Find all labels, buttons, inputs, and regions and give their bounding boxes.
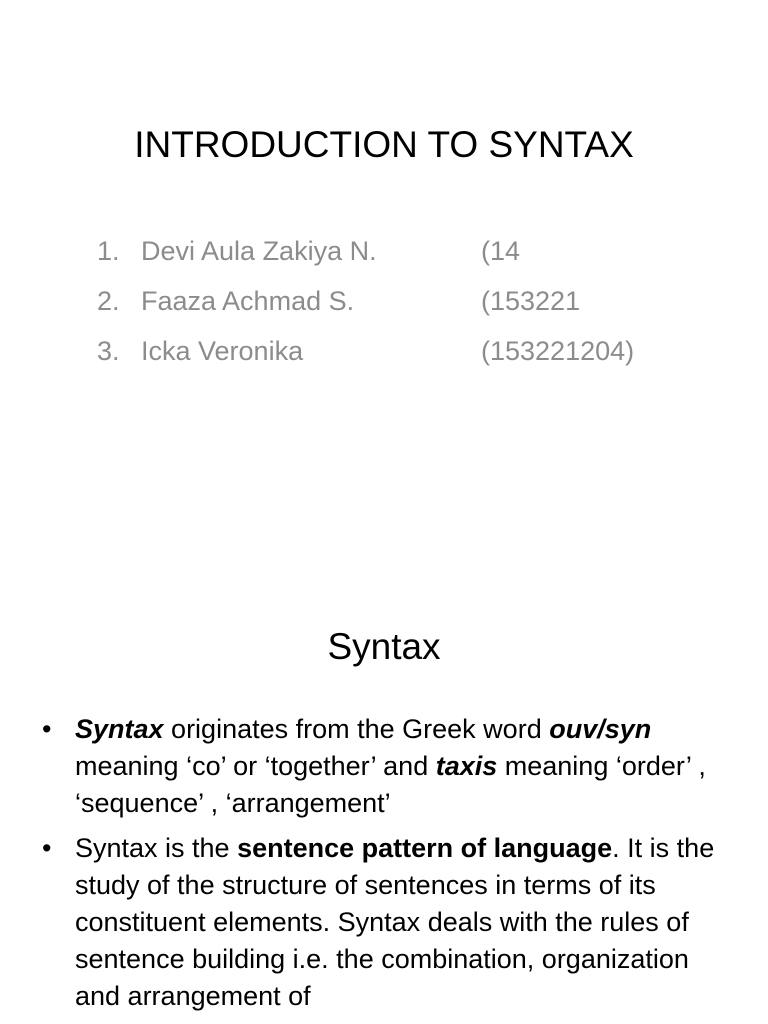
bullet-icon: • (42, 833, 52, 863)
bullet-text: meaning ‘order’ , ‘sequence’ , ‘arrangement’ (75, 751, 706, 818)
bullet-text: Syntax is the (75, 833, 238, 863)
bullet-item-definition (40, 830, 740, 1015)
author-item (97, 326, 634, 376)
bullet-item-origin (40, 711, 740, 822)
bullet-text: meaning ‘co’ or ‘together’ and (75, 751, 436, 781)
slide-syntax-heading: Syntax (327, 626, 441, 667)
bullet-text: originates from the Greek word (163, 714, 550, 744)
author-id: (14 (481, 236, 521, 266)
author-name: Icka Veronika (141, 336, 304, 366)
term-syn: ouv/syn (549, 714, 652, 744)
author-number: 3. (97, 336, 120, 366)
term-sentence-pattern: sentence pattern of language (237, 833, 613, 863)
author-name: Devi Aula Zakiya N. (141, 236, 377, 266)
bullet-text: . It is the study of the structure of sentences in terms of its constituent elements. Syntax deals with the rules of sentence building i.e. the combination, organization and arrangement of (75, 833, 715, 1011)
term-syntax: Syntax (75, 714, 164, 744)
author-id: (153221204) (481, 336, 635, 366)
slide-syntax (0, 575, 768, 1024)
author-name: Faaza Achmad S. (141, 286, 355, 316)
author-number: 2. (97, 286, 120, 316)
author-list (97, 226, 634, 376)
author-item (97, 276, 634, 326)
term-taxis: taxis (435, 751, 498, 781)
slide-title-heading: INTRODUCTION TO SYNTAX (134, 124, 634, 165)
bullet-icon: • (42, 714, 52, 744)
author-item (97, 226, 634, 276)
author-number: 1. (97, 236, 120, 266)
bullet-list (40, 711, 740, 1023)
author-id: (153221 (481, 286, 581, 316)
